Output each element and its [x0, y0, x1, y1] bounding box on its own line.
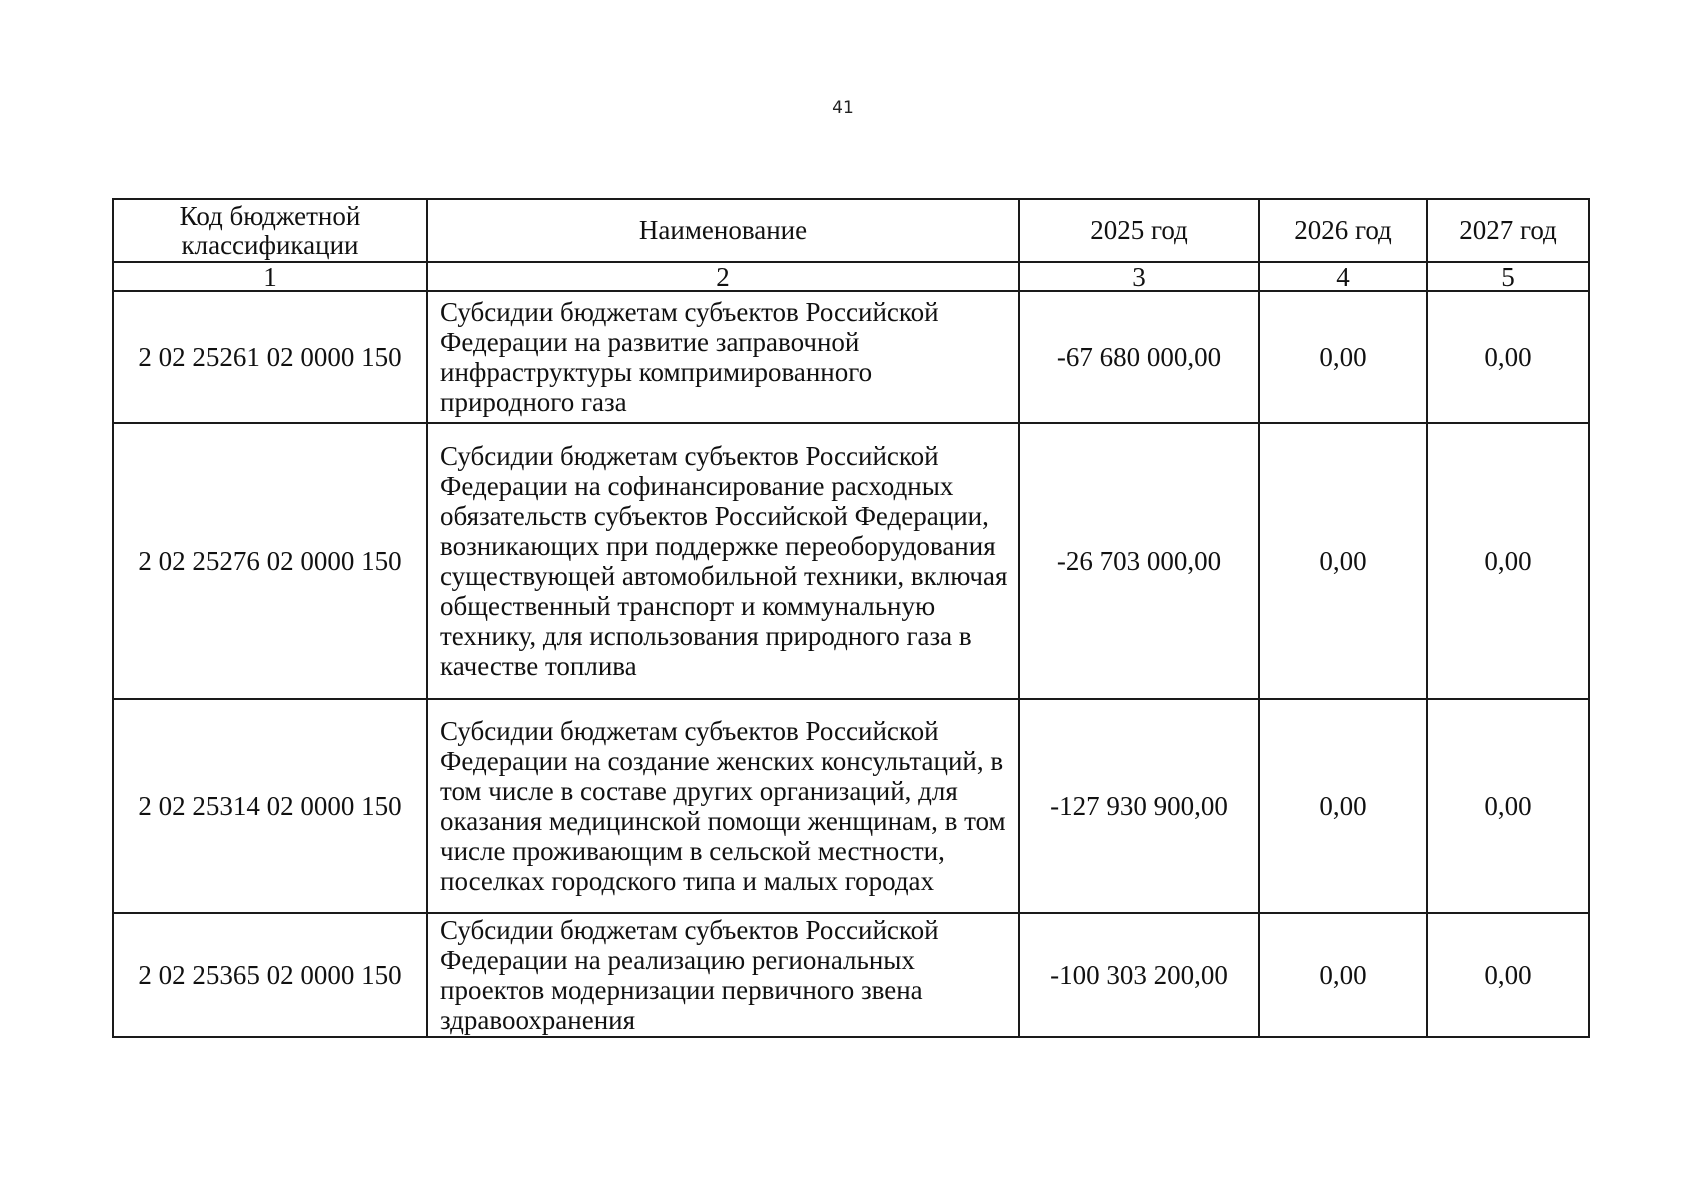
- column-number: 4: [1259, 262, 1427, 291]
- header-2027: 2027 год: [1427, 199, 1589, 262]
- budget-code: 2 02 25314 02 0000 150: [113, 699, 427, 913]
- budget-code: 2 02 25365 02 0000 150: [113, 913, 427, 1037]
- column-number: 1: [113, 262, 427, 291]
- amount-2025: -127 930 900,00: [1019, 699, 1259, 913]
- amount-2026: 0,00: [1259, 699, 1427, 913]
- column-number: 5: [1427, 262, 1589, 291]
- amount-2027: 0,00: [1427, 699, 1589, 913]
- budget-code: 2 02 25276 02 0000 150: [113, 423, 427, 699]
- amount-2025: -67 680 000,00: [1019, 291, 1259, 423]
- amount-2026: 0,00: [1259, 423, 1427, 699]
- item-name: Субсидии бюджетам субъектов Российской Федерации на софинансирование расходных обязательств субъектов Российской Федерации, возникающих при поддержке переоборудования существующей автомобильной техники, включая общественный транспорт и коммунальную технику, для использования природного газа в качестве топлива: [427, 423, 1019, 699]
- table-row: [113, 291, 1589, 423]
- item-name: Субсидии бюджетам субъектов Российской Федерации на создание женских консультаций, в том числе в составе других организаций, для оказания медицинской помощи женщинам, в том числе проживающим в сельской местности, поселках городского типа и малых городах: [427, 699, 1019, 913]
- page-number: 41: [832, 98, 854, 118]
- header-2026: 2026 год: [1259, 199, 1427, 262]
- amount-2025: -100 303 200,00: [1019, 913, 1259, 1037]
- header-2025: 2025 год: [1019, 199, 1259, 262]
- header-name: Наименование: [427, 199, 1019, 262]
- amount-2026: 0,00: [1259, 291, 1427, 423]
- amount-2027: 0,00: [1427, 291, 1589, 423]
- amount-2026: 0,00: [1259, 913, 1427, 1037]
- item-name: Субсидии бюджетам субъектов Российской Федерации на развитие заправочной инфраструктуры компримированного природного газа: [427, 291, 1019, 423]
- budget-code: 2 02 25261 02 0000 150: [113, 291, 427, 423]
- budget-table: [112, 198, 1590, 1038]
- table-row: [113, 699, 1589, 913]
- amount-2027: 0,00: [1427, 423, 1589, 699]
- table-header-row: [113, 199, 1589, 262]
- column-number: 2: [427, 262, 1019, 291]
- table-row: [113, 913, 1589, 1037]
- amount-2025: -26 703 000,00: [1019, 423, 1259, 699]
- table-row: [113, 423, 1589, 699]
- header-code: Код бюджетной классификации: [113, 199, 427, 262]
- column-number-row: [113, 262, 1589, 291]
- item-name: Субсидии бюджетам субъектов Российской Федерации на реализацию региональных проектов модернизации первичного звена здравоохранения: [427, 913, 1019, 1037]
- amount-2027: 0,00: [1427, 913, 1589, 1037]
- column-number: 3: [1019, 262, 1259, 291]
